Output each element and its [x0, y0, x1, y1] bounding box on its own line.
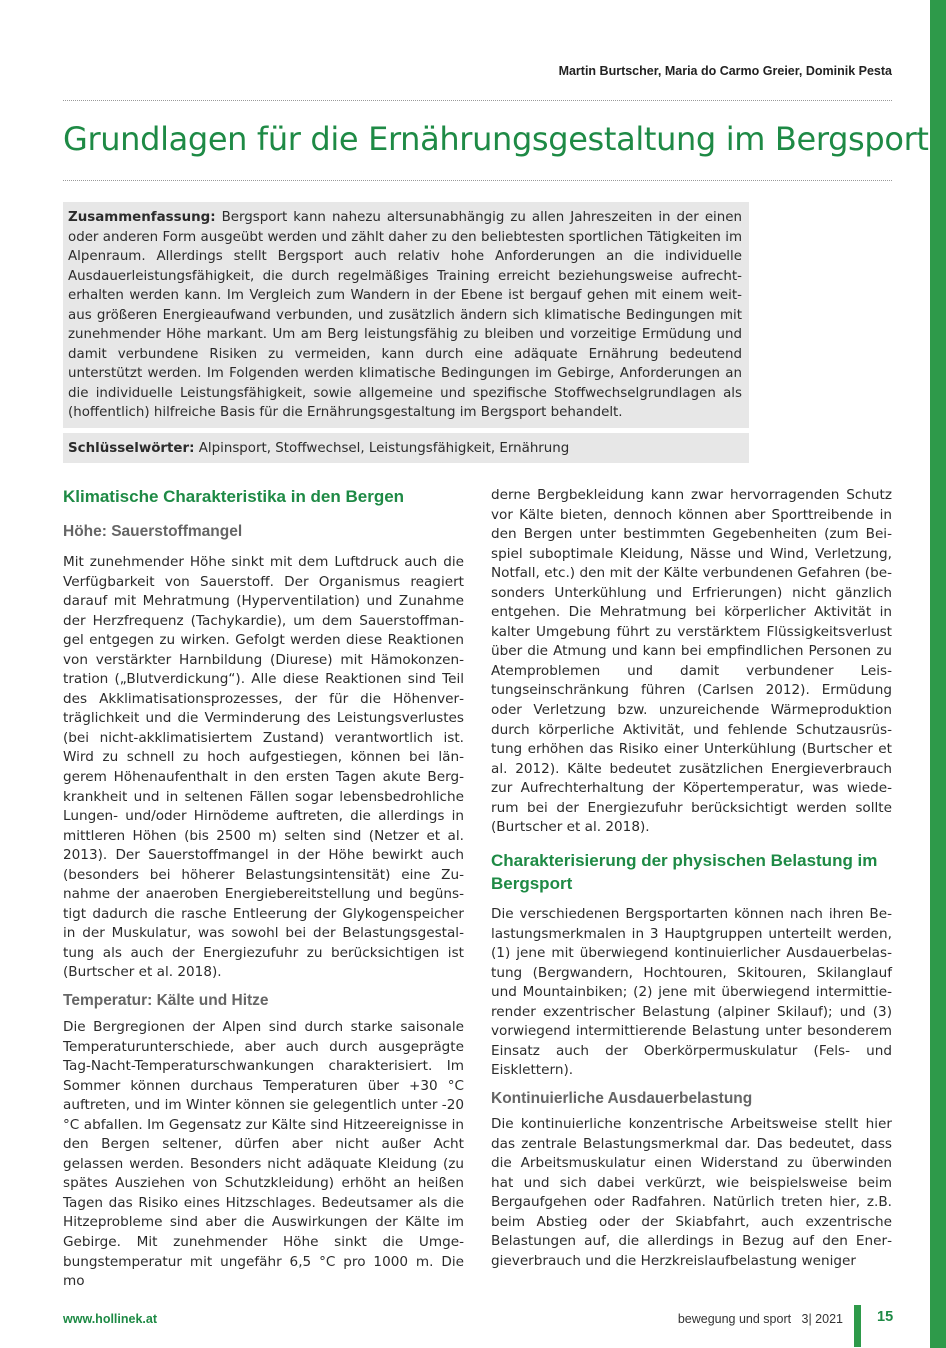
abstract-box [63, 202, 749, 428]
paragraph-altitude: Mit zunehmender Höhe sinkt mit dem Luftdruck auch die Verfügbarkeit von Sauerstoff. Der Organismus reagiert darauf mit Mehratmung (Hyperventilation) und Zunahme der Herzfrequenz (Tachykardie), um dem Sauerstoffmangel entgegen zu wirken. Gefolgt werden diese Reaktionen von verstärkter Harnbildung (Diurese) mit Hämokonzentration („Blutverdickung“). Alle diese Reaktionen sind Teil des Akklimatisationsprozesses, der für die Höhenverträglichkeit und die Verminderung des Leistungsverlustes (bei nicht-akklimatisiertem Zustand) verantwortlich ist. Wird zu schnell zu hoch aufgestiegen, können bei längerem Höhenaufenthalt in den ersten Tagen akute Bergkrankheit und in seltenen Fällen sogar lebensbedrohliche Lungen- und/oder Hirnödeme auftreten, die allerdings in mittleren Höhen (bis 2500 m) selten sind (Netzer et al. 2013). Der Sauerstoffmangel in der Höhe bewirkt auch (besonders bei höherer Belastungsintensität) eine Zunahme der anaeroben Energiebereitstellung und begünstigt dadurch die rasche Entleerung der Glykogenspeicher in der Muskulatur, was sowohl bei der Belastungsgestaltung als auch der Energiezufuhr zu berücksichtigen ist (Burtscher et al. 2018). [63, 554, 464, 981]
title-divider [63, 180, 892, 181]
keywords-box [63, 433, 749, 463]
paragraph-cold: derne Bergbekleidung kann zwar hervorragenden Schutz vor Kälte bieten, dennoch können aber Sporttreibende in den Bergen unter bestimmten Gegebenheiten (zum Beispiel suboptimale Kleidung, Nässe und Wind, Verletzung, Notfall, etc.) den mit der Kälte verbundenen Gefahren (besonders Unterkühlung und Erfrierungen) nicht gänzlich entgehen. Die Mehratmung bei körperlicher Aktivität in kalter Umgebung führt zu verstärktem Flüssigkeitsverlust über die Atmung und kann bei empfindlichen Personen zu Atemproblemen und damit verbundener Leistungseinschränkung führen (Carlsen 2012). Ermüdung oder Verletzung bzw. unzureichende Wärmeproduktion durch körperliche Aktivität, und fehlende Schutzausrüstung erhöhen das Risiko einer Unterkühlung (Burtscher et al. 2012). Kälte bedeutet zusätzlichen Energieverbrauch zur Aufrechterhaltung der Köpertemperatur, was wiederum bei der Energiezufuhr berücksichtigt werden sollte (Burtscher et al. 2018). [491, 487, 892, 836]
paragraph-temperature: Die Bergregionen der Alpen sind durch starke saisonale Temperaturunterschiede, aber auch durch ausgeprägte Tag-Nacht-Temperaturschwankungen charakterisiert. Im Sommer können durchaus Temperaturen über +30 °C auftreten, und im Winter können sie gelegentlich unter -20 °C abfallen. Im Gegensatz zur Kälte sind Hitzeereignisse in den Bergen seltener, dürfen aber nicht außer Acht gelassen werden. Besonders nicht adäquate Kleidung (zu spätes Ausziehen von Schutzkleidung) erhöht an heißen Tagen das Risiko eines Hitzschlages. Bedeutsamer als die Hitzeprobleme sind aber die Auswirkungen der Kälte im Gebirge. Mit zunehmender Höhe sinkt die Umgebungstemperatur mit ungefähr 6,5 °C pro 1000 m. Die mo [63, 1019, 464, 1290]
section-heading-climate: Klimatische Charakteristika in den Bergen [63, 487, 405, 506]
subheading-temperature: Temperatur: Kälte und Hitze [63, 992, 269, 1009]
footer-url: www.hollinek.at [63, 1312, 157, 1326]
authors: Martin Burtscher, Maria do Carmo Greier, Dominik Pesta [558, 64, 892, 78]
subheading-endurance: Kontinuierliche Ausdauerbelastung [491, 1090, 753, 1107]
paragraph-endurance: Die kontinuierliche konzentrische Arbeitsweise stellt hier das zentrale Belastungsmerkmal dar. Das bedeutet, dass die Arbeitsmuskulatur einen Widerstand zu überwinden hat und sich dabei verkürzt, wie beispielsweise beim Bergaufgehen oder Radfahren. Natürlich treten hier, z.B. beim Abstieg oder der Skiabfahrt, auch exzentrische Belastungen auf, die allerdings in Bezug auf den Energieverbrauch und die Herzkreislaufbelastung weniger [491, 1116, 892, 1269]
paragraph-load-groups: Die verschiedenen Bergsportarten können nach ihren Belastungsmerkmalen in 3 Hauptgruppen unterteilt werden, (1) jene mit überwiegend kontinuierlicher Ausdauerbelastung (Bergwandern, Hochtouren, Skitouren, Skilanglauf und Mountainbiken; (2) jene mit überwiegend intermittierender exzentrischer Belastung (alpiner Skilauf); und (3) vorwiegend intermittierende Belastung unter besonderem Einsatz auch der Oberkörpermuskulatur (Fels- und Eisklettern). [491, 906, 892, 1079]
page-number: 15 [877, 1309, 894, 1325]
abstract-label: Zusammenfassung: [68, 210, 216, 225]
footer-separator [854, 1305, 861, 1347]
footer-journal: bewegung und sport 3| 2021 [677, 1312, 843, 1326]
subheading-altitude: Höhe: Sauerstoffmangel [63, 523, 243, 540]
keywords-text: Alpinsport, Stoffwechsel, Leistungsfähigkeit, Ernährung [194, 441, 570, 456]
abstract-text: Bergsport kann nahezu altersunabhängig zu allen Jahreszeiten in der einen oder anderen Form ausgeübt werden und zählt daher zu den beliebtesten sportlichen Tätigkeiten im Alpenraum. Allerdings stellt Bergsport auch relativ hohe Anforderungen an die individuelle Ausdauerleistungsfähigkeit, die durch regelmäßiges Training erreicht beziehungsweise aufrechterhalten werden kann. Im Vergleich zum Wandern in der Ebene ist bergauf gehen mit einem weitaus größeren Energieaufwand verbunden, und zusätzlich ändern sich klimatische Bedingungen mit zunehmender Höhe markant. Um am Berg leistungsfähig zu bleiben und vorzeitige Ermüdung und damit verbundene Risiken zu vermeiden, kann durch eine adäquate Ernährung bedeutend unterstützt werden. Im Folgenden werden klimatische Bedingungen im Gebirge, Anforderungen an die individuelle Leistungsfähigkeit, sowie allgemeine und spezifische Stoffwechselgrundlagen als (hoffentlich) hilfreiche Basis für die Ernährungsgestaltung im Bergsport behandelt. [68, 210, 742, 421]
article-title: Grundlagen für die Ernährungsgestaltung im Bergsport [63, 120, 929, 158]
keywords-label: Schlüsselwörter: [68, 441, 195, 456]
section-heading-load: Charakterisierung der physischen Belastung im Bergsport [491, 851, 878, 893]
header-divider [63, 100, 892, 101]
page-side-bar [930, 0, 946, 1348]
